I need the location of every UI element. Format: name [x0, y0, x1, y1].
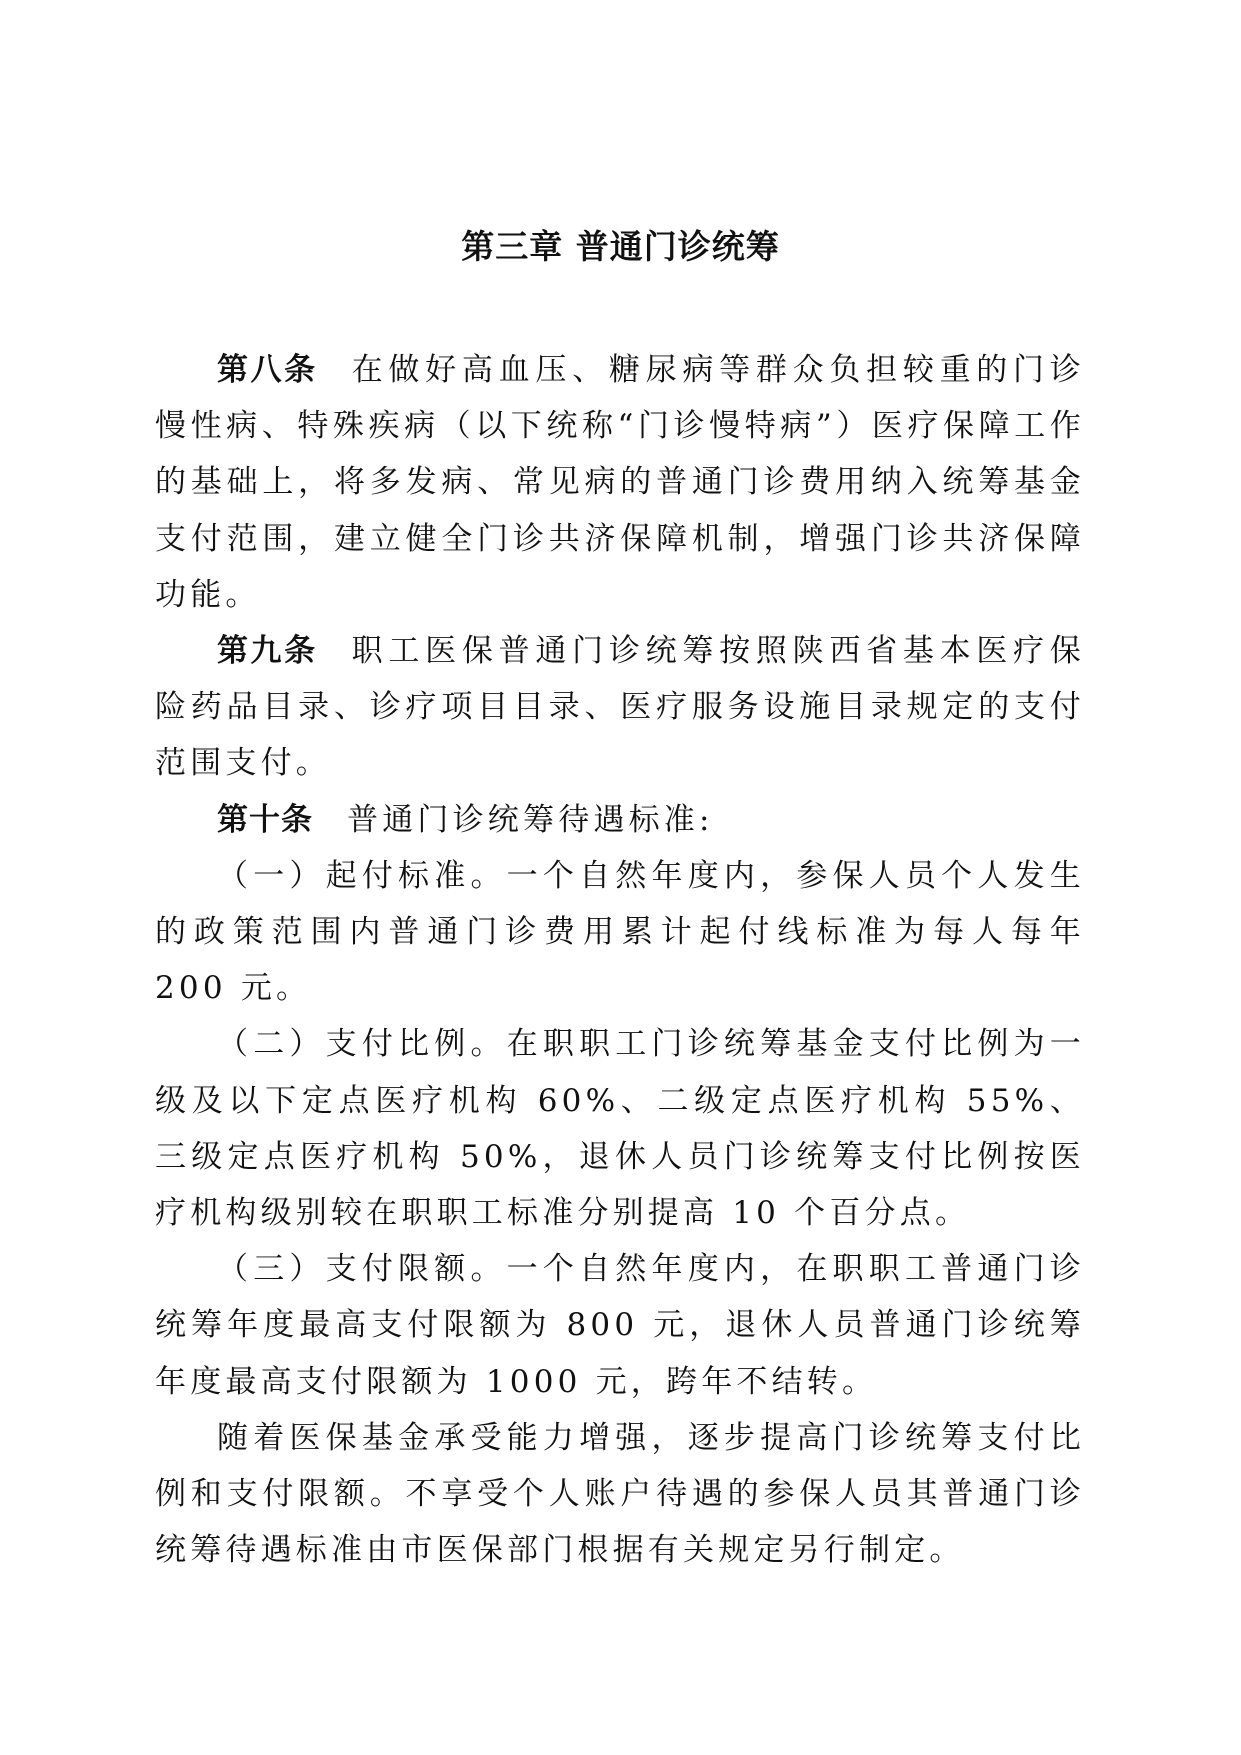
clause-1-paragraph: [155, 848, 1085, 1017]
clause-2-paragraph: [155, 1016, 1085, 1241]
article-8-text: 在做好高血压、糖尿病等群众负担较重的门诊慢性病、特殊疾病（以下统称“门诊慢特病”）医疗保障工作的基础上，将多发病、常见病的普通门诊费用纳入统筹基金支付范围，建立健全门诊共济保障机制，增强门诊共济保障功能。: [155, 352, 1086, 613]
article-10-heading: 第十条: [217, 801, 313, 838]
article-8-paragraph: [155, 342, 1085, 623]
article-9-heading: 第九条: [217, 633, 318, 670]
clause-3-text: （三）支付限额。一个自然年度内，在职职工普通门诊统筹年度最高支付限额为 800 元，退休人员普通门诊统筹年度最高支付限额为 1000 元，跨年不结转。: [155, 1251, 1085, 1400]
closing-paragraph: [155, 1410, 1085, 1579]
article-9-paragraph: [155, 623, 1085, 792]
clause-3-paragraph: [155, 1241, 1085, 1410]
article-10-paragraph: [155, 792, 1085, 848]
closing-text: 随着医保基金承受能力增强，逐步提高门诊统筹支付比例和支付限额。不享受个人账户待遇的参保人员其普通门诊统筹待遇标准由市医保部门根据有关规定另行制定。: [155, 1419, 1085, 1569]
document-body: [155, 342, 1085, 1578]
clause-1-text: （一）起付标准。一个自然年度内，参保人员个人发生的政策范围内普通门诊费用累计起付线标准为每人每年 200 元。: [155, 857, 1085, 1007]
article-10-text: 普通门诊统筹待遇标准:: [347, 801, 714, 838]
article-8-heading: 第八条: [217, 352, 318, 388]
article-9-text: 职工医保普通门诊统筹按照陕西省基本医疗保险药品目录、诊疗项目目录、医疗服务设施目录规定的支付范围支付。: [155, 633, 1086, 782]
clause-2-text: （二）支付比例。在职职工门诊统筹基金支付比例为一级及以下定点医疗机构 60%、二级定点医疗机构 55%、三级定点医疗机构 50%，退休人员门诊统筹支付比例按医疗机构级别较在职职工标准分别提高 10 个百分点。: [155, 1026, 1085, 1232]
chapter-title: 第三章 普通门诊统筹: [461, 227, 780, 266]
